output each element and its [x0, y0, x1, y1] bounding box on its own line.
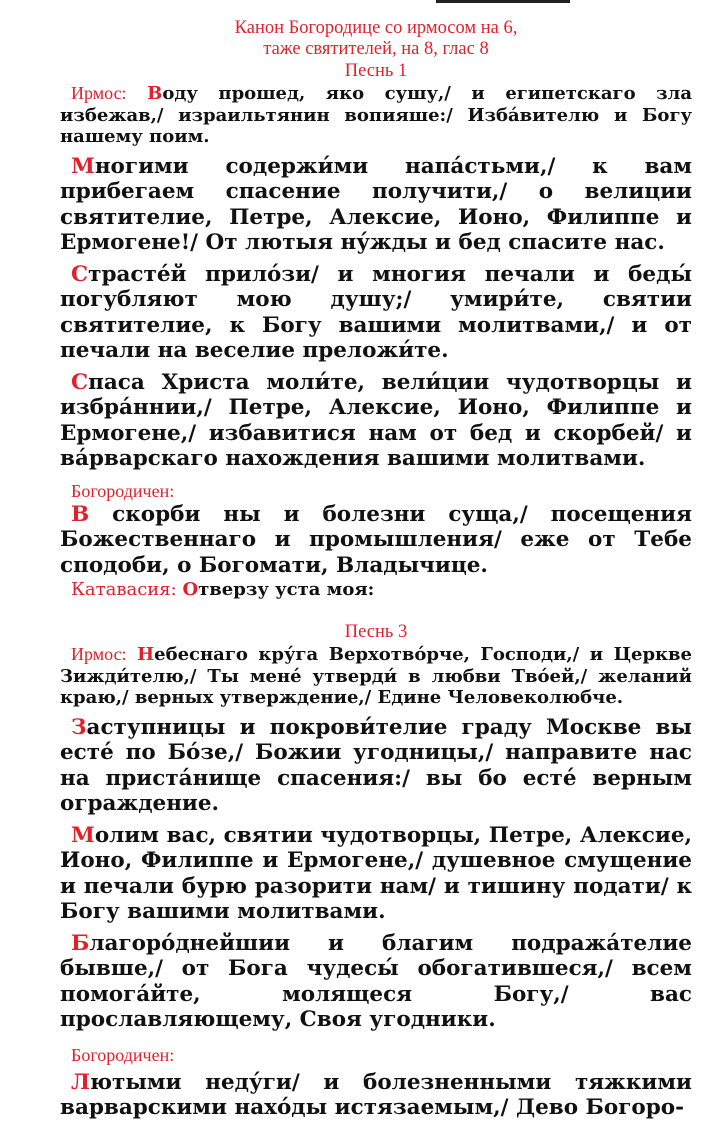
- troparion: [60, 262, 692, 364]
- troparion: [60, 370, 692, 472]
- troparion: [60, 931, 692, 1033]
- initial-letter: Н: [137, 644, 155, 665]
- initial-letter: Л: [71, 1069, 91, 1095]
- irmos-label: Ирмос:: [71, 83, 127, 103]
- theotokion-text: ютыми неду́ги/ и болезненными тяжкими варварскими нахóды истязаемым,/ Дево Богоро-: [60, 1069, 692, 1120]
- theotokion-label: Богородичен:: [71, 480, 175, 501]
- initial-letter: М: [71, 153, 95, 179]
- initial-letter: В: [71, 501, 90, 527]
- song3-irmos: [60, 644, 692, 709]
- troparion-text: паса Христа моли́те, вели́ции чудотворцы и избрáннии,/ Петре, Алексие, Ионо, Филиппе и Ермогене,/ избавитися нам от бед и скорбей/ и вáрварскаго нахождения вашими молитвами.: [60, 369, 692, 471]
- troparion-text: аступницы и покрови́телие граду Москве вы есте́ по Бóзе,/ Божии угодницы,/ направите нас на пристáнище спасения:/ вы бо есте́ верным ограждение.: [60, 714, 692, 816]
- initial-letter: С: [71, 261, 89, 287]
- irmos-text: оду прошед, яко сушу,/ и египетскаго зла избежав,/ израильтянин вопияше:/ Избáвителю и Богу нашему поим.: [60, 83, 692, 147]
- troparion-text: олим вас, святии чудотворцы, Петре, Алексие, Ионо, Филиппе и Ермогене,/ душевное смущение и печали бурю разорити нам/ и тишину подати/ к Богу вашими молитвами.: [60, 822, 692, 924]
- troparion: [60, 154, 692, 256]
- irmos-label: Ирмос:: [71, 644, 127, 664]
- canon-title-line1: Канон Богородице со ирмосом на 6,: [234, 18, 518, 38]
- theotokion-label: Богородичен:: [71, 1044, 175, 1065]
- song1-irmos: [60, 83, 692, 148]
- katavasia-text: тверзу уста моя:: [198, 579, 375, 600]
- initial-letter: З: [71, 714, 87, 740]
- song1-title: Песнь 1: [344, 61, 408, 81]
- troparion: [60, 823, 692, 925]
- katavasia-label: Катавасия:: [71, 579, 177, 600]
- initial-letter: М: [71, 822, 95, 848]
- song3-title: Песнь 3: [344, 622, 408, 642]
- theotokion: [60, 502, 692, 579]
- initial-letter: В: [147, 83, 163, 104]
- troparion-text: ногими содержи́ми напáстьми,/ к вам прибегаем спасение получити,/ о велиции святителие, Петре, Алексие, Ионо, Филиппе и Ермогене!/ От лютыя ну́жды и бед спасите нас.: [60, 153, 692, 255]
- theotokion: [60, 1070, 692, 1121]
- initial-letter: О: [182, 579, 199, 600]
- katavasia: [60, 579, 692, 601]
- page-content: [60, 0, 692, 1121]
- canon-title-line2: таже святителей, на 8, глас 8: [263, 39, 489, 59]
- theotokion-text: скорби ны и болезни суща,/ посещения Божественнаго и промышления/ еже от Тебе сподоби, о Богомати, Владычице.: [60, 501, 692, 578]
- initial-letter: Б: [71, 930, 90, 956]
- troparion-text: лагорóднейшии и благим подражáтелие бывше,/ от Бога чудесы́ обогатившеся,/ всем помогáйте, молящеся Богу,/ вас прославляющему, Своя угодники.: [60, 930, 692, 1032]
- troparion: [60, 715, 692, 817]
- initial-letter: С: [71, 369, 89, 395]
- troparion-text: трастéй прило́зи/ и многия печали и беды́ погубляют мою душу;/ умири́те, святии святителие, к Богу вашими молитвами,/ и от печали на веселие преложи́те.: [60, 261, 692, 363]
- canon-title: [60, 18, 692, 60]
- irmos-text: ебеснаго кру́га Верхотвóрче, Господи,/ и Церкве Зижди́телю,/ Ты менé утверди́ в любви Твóей,/ желаний краю,/ верных утверждение,/ Едине Человеколюбче.: [60, 644, 692, 708]
